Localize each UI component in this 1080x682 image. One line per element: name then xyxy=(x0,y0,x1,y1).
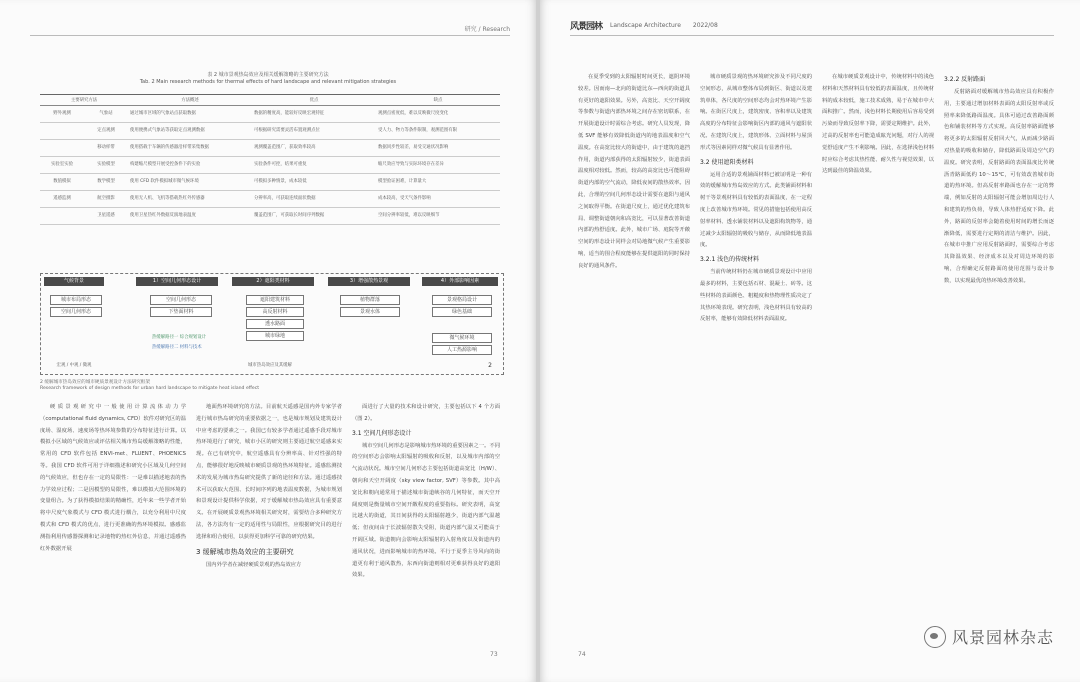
diagram-legend: 热缓解路径二 材料与技术 xyxy=(152,345,202,350)
figure-caption-cn: 2 缓解城市热岛效应的城市硬质景观设计方法研究框架 xyxy=(40,380,151,385)
diagram-sub: 植物群落 xyxy=(340,295,400,305)
table-cell: 使用无人机、飞机等搭载热红外传感器 xyxy=(128,191,252,208)
section-heading: 3 缓解城市热岛效应的主要研究 xyxy=(196,547,294,556)
diagram-head: 2）遮阳类材料 xyxy=(232,277,314,286)
diagram-axis-label: 宏观 / 中观 / 微观 xyxy=(56,363,92,368)
journal-logo-mark: 风景园林 xyxy=(570,22,603,32)
table-cell: 气象站 xyxy=(84,106,128,123)
table-cell: 使用 CFD 软件模拟城市微气候环境 xyxy=(128,174,252,191)
table-cell: 移动样带 xyxy=(84,140,128,157)
table-cell: 构建缩尺模型开展受控条件下的实验 xyxy=(128,157,252,174)
diagram-sub: 城市绿地 xyxy=(246,331,304,341)
paragraph: 在城市硬质景观设计中，传统材料中的浅色材料和天然材料具有较低的表面温度，且传统材料的成本较低，施工技术成熟，易于在城市中大面积推广。然而，浅色材料长期使用后容易受到污染而导致反射率下降，需要定期维护。此外，过高的反射率也可能造成眩光问题，对行人的视觉舒适度产生不利影响。因此，在选择浅色材料时应综合考虑其热性能、耐久性与视觉效果，以达到最佳的降温效果。 xyxy=(822,74,934,175)
table-cell: 数据的精度高，能较好反映宏观特征 xyxy=(252,106,376,123)
table-cell: 遥感监测 xyxy=(40,191,84,208)
table-cell: 成本较高，受天气条件影响 xyxy=(376,191,500,208)
section-heading: 3.1 空间几何形态设计 xyxy=(352,429,412,437)
table-cell: 观测覆盖范围广，获取效率较高 xyxy=(252,140,376,157)
page-number: 74 xyxy=(578,651,586,658)
research-methods-table xyxy=(40,94,500,225)
paragraph: 面进行了大量的技术和设计研究，主要包括以下 4 个方面（图 2）。 xyxy=(352,404,500,422)
table-cell: 可模拟多种情景，成本较低 xyxy=(252,174,376,191)
table-cell: 数值模拟 xyxy=(40,174,84,191)
paragraph: 城市空间几何形态是影响城市热环境的重要因素之一。不同的空间形态会影响太阳辐射的吸收和反射，以及城市内部的空气流动状况。城市空间几何形态主要包括街道高宽比（H/W）、朝向和天空开阔度（sky view factor, SVF）等参数。其中高宽比和朝向通常用于描述城市街道峡谷的几何特征，而天空开阔度则是衡量城市空间开敞程度的重要指标。研究表明，高宽比越大的街道，其日间获得的太阳辐射越少，街道内部气温越低；但夜间由于长波辐射散失受阻，街道内部气温又可能高于开阔区域。街道朝向会影响太阳辐射的入射角度以及街道内的通风状况，进而影响城市的热环境。平行于夏季主导风向的街道更有利于通风散热，东西向街道则相对更难获得良好的遮阳效果。 xyxy=(352,442,500,579)
section-heading: 3.2 使用遮阳类材料 xyxy=(700,158,754,166)
table-cell: 使用搭载于车辆的传感器沿样带采集数据 xyxy=(128,140,252,157)
right-body-column-1 xyxy=(578,72,690,648)
paragraph: 地面热环境研究的方法。目前航天遥感是国内外专家学者进行城市热岛研究的重要依据之一，也是城市规划及建筑设计中应考虑的要素之一。我国已有较多学者通过遥感手段对城市热环境进行了研究，城市小区的研究则主要通过航空遥感来实现。在已有研究中，航空遥感具有分辨率高、针对性强的特点，能够很好地反映城市硬质景观的热环境特征。遥感监测技术的发展为城市热岛研究提供了新的途径和方法。通过遥感技术可以获取大范围、长时间序列的地表温度数据，为城市规划和景观设计提供科学依据，对于缓解城市热岛效应具有重要意义。在开展硬质景观热环境相关研究时，需要结合多种研究方法，各方法均有一定的适用性与局限性，应根据研究目的进行选择和组合使用，以获得更加科学可靠的研究结果。 xyxy=(196,404,342,540)
subsection-heading: 3.2.2 反射路面 xyxy=(944,76,986,83)
table-cell: 实验模型 xyxy=(84,157,128,174)
left-body-column-2 xyxy=(196,402,342,646)
right-body-column-3 xyxy=(822,72,934,648)
right-body-column-2 xyxy=(700,72,812,648)
table-cell: 定点观测 xyxy=(84,123,128,140)
diagram-head: 1）空间几何形态设计 xyxy=(136,277,218,286)
figure-caption xyxy=(40,380,500,392)
diagram-sub: 空间几何形态 xyxy=(150,295,212,305)
wechat-icon xyxy=(924,626,946,648)
table-cell: 观测点密度低，难以反映微尺度变化 xyxy=(376,106,500,123)
paragraph: 在夏季受到的太阳辐射时间更长，遮阴环境较差。因而南—北向的街道比东—西向的街道具有更好的遮阳效果。另外，高宽比、天空开阔度等参数与街道内部热环境之间存在密切联系，在开展街道设计时需综合考虑。研究人员发现，降低 SVF 能够有效降低街道内的地表温度和空气温度。在高宽比较大的街道中，由于建筑的遮挡作用，街道内部获得的太阳辐射较少，街道表面温度相对较低。然而，较高的高宽比也可能阻碍街道内部的空气流动，降低夜间的散热效率。因此，合理的空间几何形态设计需要在遮阳与通风之间取得平衡。在街道尺度上，通过优化建筑布局、调整街道朝向和高宽比，可以显著改善街道内部的热舒适度。此外，城市广场、庭院等开敞空间的形态设计同样会对局地微气候产生重要影响，适当的围合程度能够在提供遮阳的同时保持良好的通风条件。 xyxy=(578,74,690,269)
page-number: 73 xyxy=(490,651,498,658)
subsection-heading: 3.2.1 浅色的传统材料 xyxy=(700,256,760,264)
diagram-sub: 景观水体 xyxy=(340,307,400,317)
paragraph: 硬质景观研究中一般使用计算流体动力学（computational fluid dynamics, CFD）软件对研究区的温度场、湿度场、速度场等热环境参数的分布特征进行计算。以模拟小区域的气候效应或评估相关城市热岛缓解策略的性能，常用的 CFD 软件包括 ENVI-met、FLUENT、PHOENICS 等。我国 CFD 软件可用于详细描述和研究小区域及几何空间的气候效应，但也存在一定的局限性：一是难以描述地表的热力学效应过程；二是因模型的局限性，难以模拟大范围环境的变量组合。为了获得模拟结果的精确性，近年来一些学者开始将中尺度气象模式与 CFD 模式进行耦合，以充分利用中尺度模式和 CFD 模式的优点，进行更准确的热环境模拟。感感监测指利用传感器探测和记录地物的热红外信息，并通过遥感热红外数据开展 xyxy=(40,404,186,552)
diagram-sub: 城市布局形态 xyxy=(50,295,102,305)
table-row xyxy=(40,208,500,225)
right-page xyxy=(540,0,1080,682)
paragraph: 城市硬质景观的热环境研究涉及不同尺度的空间形态，从城市整体布局到街区、街道以及建筑单体，各尺度的空间形态均会对热环境产生影响。在街区尺度上，建筑密度、容积率以及建筑高度的分布特征会影响街区内部的通风与遮阳状况。在建筑尺度上，建筑形体、立面材料与屋顶形式等因素同样对微气候具有显著作用。 xyxy=(700,74,812,151)
table-header: 主要研究方法 xyxy=(40,95,128,106)
table-header: 优点 xyxy=(252,95,376,106)
table-cell: 数据同步性较差，易受交通状况影响 xyxy=(376,140,500,157)
diagram-sub: 透水路面 xyxy=(246,319,304,329)
wechat-watermark xyxy=(924,625,1054,648)
table-row xyxy=(40,157,500,174)
table-cell: 可根据研究需要灵活布置观测点位 xyxy=(252,123,376,140)
paragraph: 国内外学者在减轻硬质景观的热岛效应方 xyxy=(206,561,302,568)
table-cell: 受人力、物力等条件限制，观测范围有限 xyxy=(376,123,500,140)
table-row xyxy=(40,106,500,123)
figure-number: 2 xyxy=(488,362,492,369)
table-cell: 航空摄影 xyxy=(84,191,128,208)
table-cell: 模型验证困难，计算量大 xyxy=(376,174,500,191)
journal-issue: 2022/08 xyxy=(692,22,718,29)
table-cell: 分辨率高，可获取连续面状数据 xyxy=(252,191,376,208)
table-header: 方法概述 xyxy=(128,95,252,106)
diagram-bottom-item: 微气候环境 xyxy=(432,333,492,343)
table-row xyxy=(40,174,500,191)
left-body-column-1 xyxy=(40,402,186,646)
diagram-sub: 高反射材料 xyxy=(246,307,304,317)
header-rule xyxy=(570,35,1054,36)
diagram-head: 3）增强散热景观 xyxy=(328,277,410,286)
table-cell: 野外观测 xyxy=(40,106,84,123)
figure-caption-en: Research framework of design methods for urban hard landscape to mitigate heat island effect xyxy=(40,386,260,391)
left-body-column-3 xyxy=(352,402,500,646)
diagram-sub: 空间几何形态 xyxy=(50,307,102,317)
table-cell xyxy=(40,123,84,140)
diagram-axis-label: 城市热岛效应及其缓解 xyxy=(248,363,292,368)
table-cell: 缩尺效应导致与实际环境存在差异 xyxy=(376,157,500,174)
watermark-text: 风景园林杂志 xyxy=(951,628,1054,647)
journal-name-en: Landscape Architecture xyxy=(610,22,681,29)
paragraph: 当前传统材料仍在城市硬质景观设计中应用最多的材料，主要包括石材、混凝土、砖等。这些材料的表面颜色、粗糙度和热物理性质决定了其热环境表现。研究表明，浅色材料具有较高的反射率，能够有效降低材料表面温度。 xyxy=(700,269,812,323)
diagram-sub: 遮阳建筑材料 xyxy=(246,295,304,305)
table-cell xyxy=(40,140,84,157)
table-row xyxy=(40,140,500,157)
table-cell: 使用卫星热红外数据反演地表温度 xyxy=(128,208,252,225)
diagram-legend: 热缓解路径一 综合规划设计 xyxy=(152,335,207,340)
right-body-column-4 xyxy=(944,72,1054,612)
diagram-head: 气候背景 xyxy=(44,277,104,286)
table-caption-en: Tab. 2 Main research methods for thermal effects of hard landscape and relevant mitigation strategies xyxy=(139,79,397,85)
journal-logo xyxy=(570,19,718,32)
table-header: 缺点 xyxy=(376,95,500,106)
paragraph: 运用合适的景观铺面材料已被证明是一种有效的缓解城市热岛效应的方式。此类铺面材料和树干等景观材料具有较低的表面温度，在一定程度上改善城市热环境。常见的措施包括使用高反射率材料、透水铺装材料以及遮阳构筑物等，通过减少太阳辐射的吸收与储存，从而降低地表温度。 xyxy=(700,171,812,249)
table-cell: 空间分辨率较低，难以反映细节 xyxy=(376,208,500,225)
table-cell: 使用便携式气象站等获取定点观测数据 xyxy=(128,123,252,140)
diagram-sub: 下垫面材料 xyxy=(150,307,212,317)
table-header-row xyxy=(40,95,500,106)
header-rule xyxy=(30,35,510,36)
table-caption xyxy=(40,72,496,86)
left-page-header: 研究 / Research xyxy=(464,26,510,33)
research-framework-diagram xyxy=(40,273,504,383)
table-cell: 卫星遥感 xyxy=(84,208,128,225)
table-cell: 实验条件可控，结果可重复 xyxy=(252,157,376,174)
table-cell: 覆盖范围广，可获取长时间序列数据 xyxy=(252,208,376,225)
table-cell xyxy=(40,208,84,225)
diagram-sub: 景观格局设计 xyxy=(432,295,492,305)
paragraph: 反射路面对缓解城市热岛效应具有积极作用，主要通过增加材料表面的太阳反射率或反照率来降低路面温度。具体可通过改善路面颜色和铺装材料等方式实现。高反射率路面能够将更多的太阳辐射反射回大气，从而减少路面对热量的吸收和储存，降低路面及周边空气的温度。研究表明，反射路面的表面温度比传统沥青路面低约 10～15℃，可有效改善城市街道的热环境。但高反射率路面也存在一定的弊端，例如反射的太阳辐射可能会增加周边行人和建筑的热负荷，导致人体热舒适度下降。此外，路面的反射率会随着使用时间的增长而逐渐降低，需要进行定期的清洁与维护。因此，在城市中推广应用反射路面时，需要综合考虑其降温效果、经济成本以及对周边环境的影响，合理确定反射路面的使用范围与设计参数，以实现最优的热环境改善效果。 xyxy=(944,89,1054,284)
table-row xyxy=(40,191,500,208)
diagram-head: 4）外部影响因素 xyxy=(422,277,498,286)
table-cell: 通过城市区域的气象站点获取数据 xyxy=(128,106,252,123)
table-row xyxy=(40,123,500,140)
table-cell: 数学模型 xyxy=(84,174,128,191)
diagram-bottom-item: 人工热源影响 xyxy=(432,345,492,355)
table-caption-cn: 表 2 城市景观热岛效应及相关缓解策略的主要研究方法 xyxy=(207,72,329,78)
left-page xyxy=(0,0,536,682)
table-cell: 实验室实验 xyxy=(40,157,84,174)
diagram-sub: 绿色基础 xyxy=(432,307,492,317)
